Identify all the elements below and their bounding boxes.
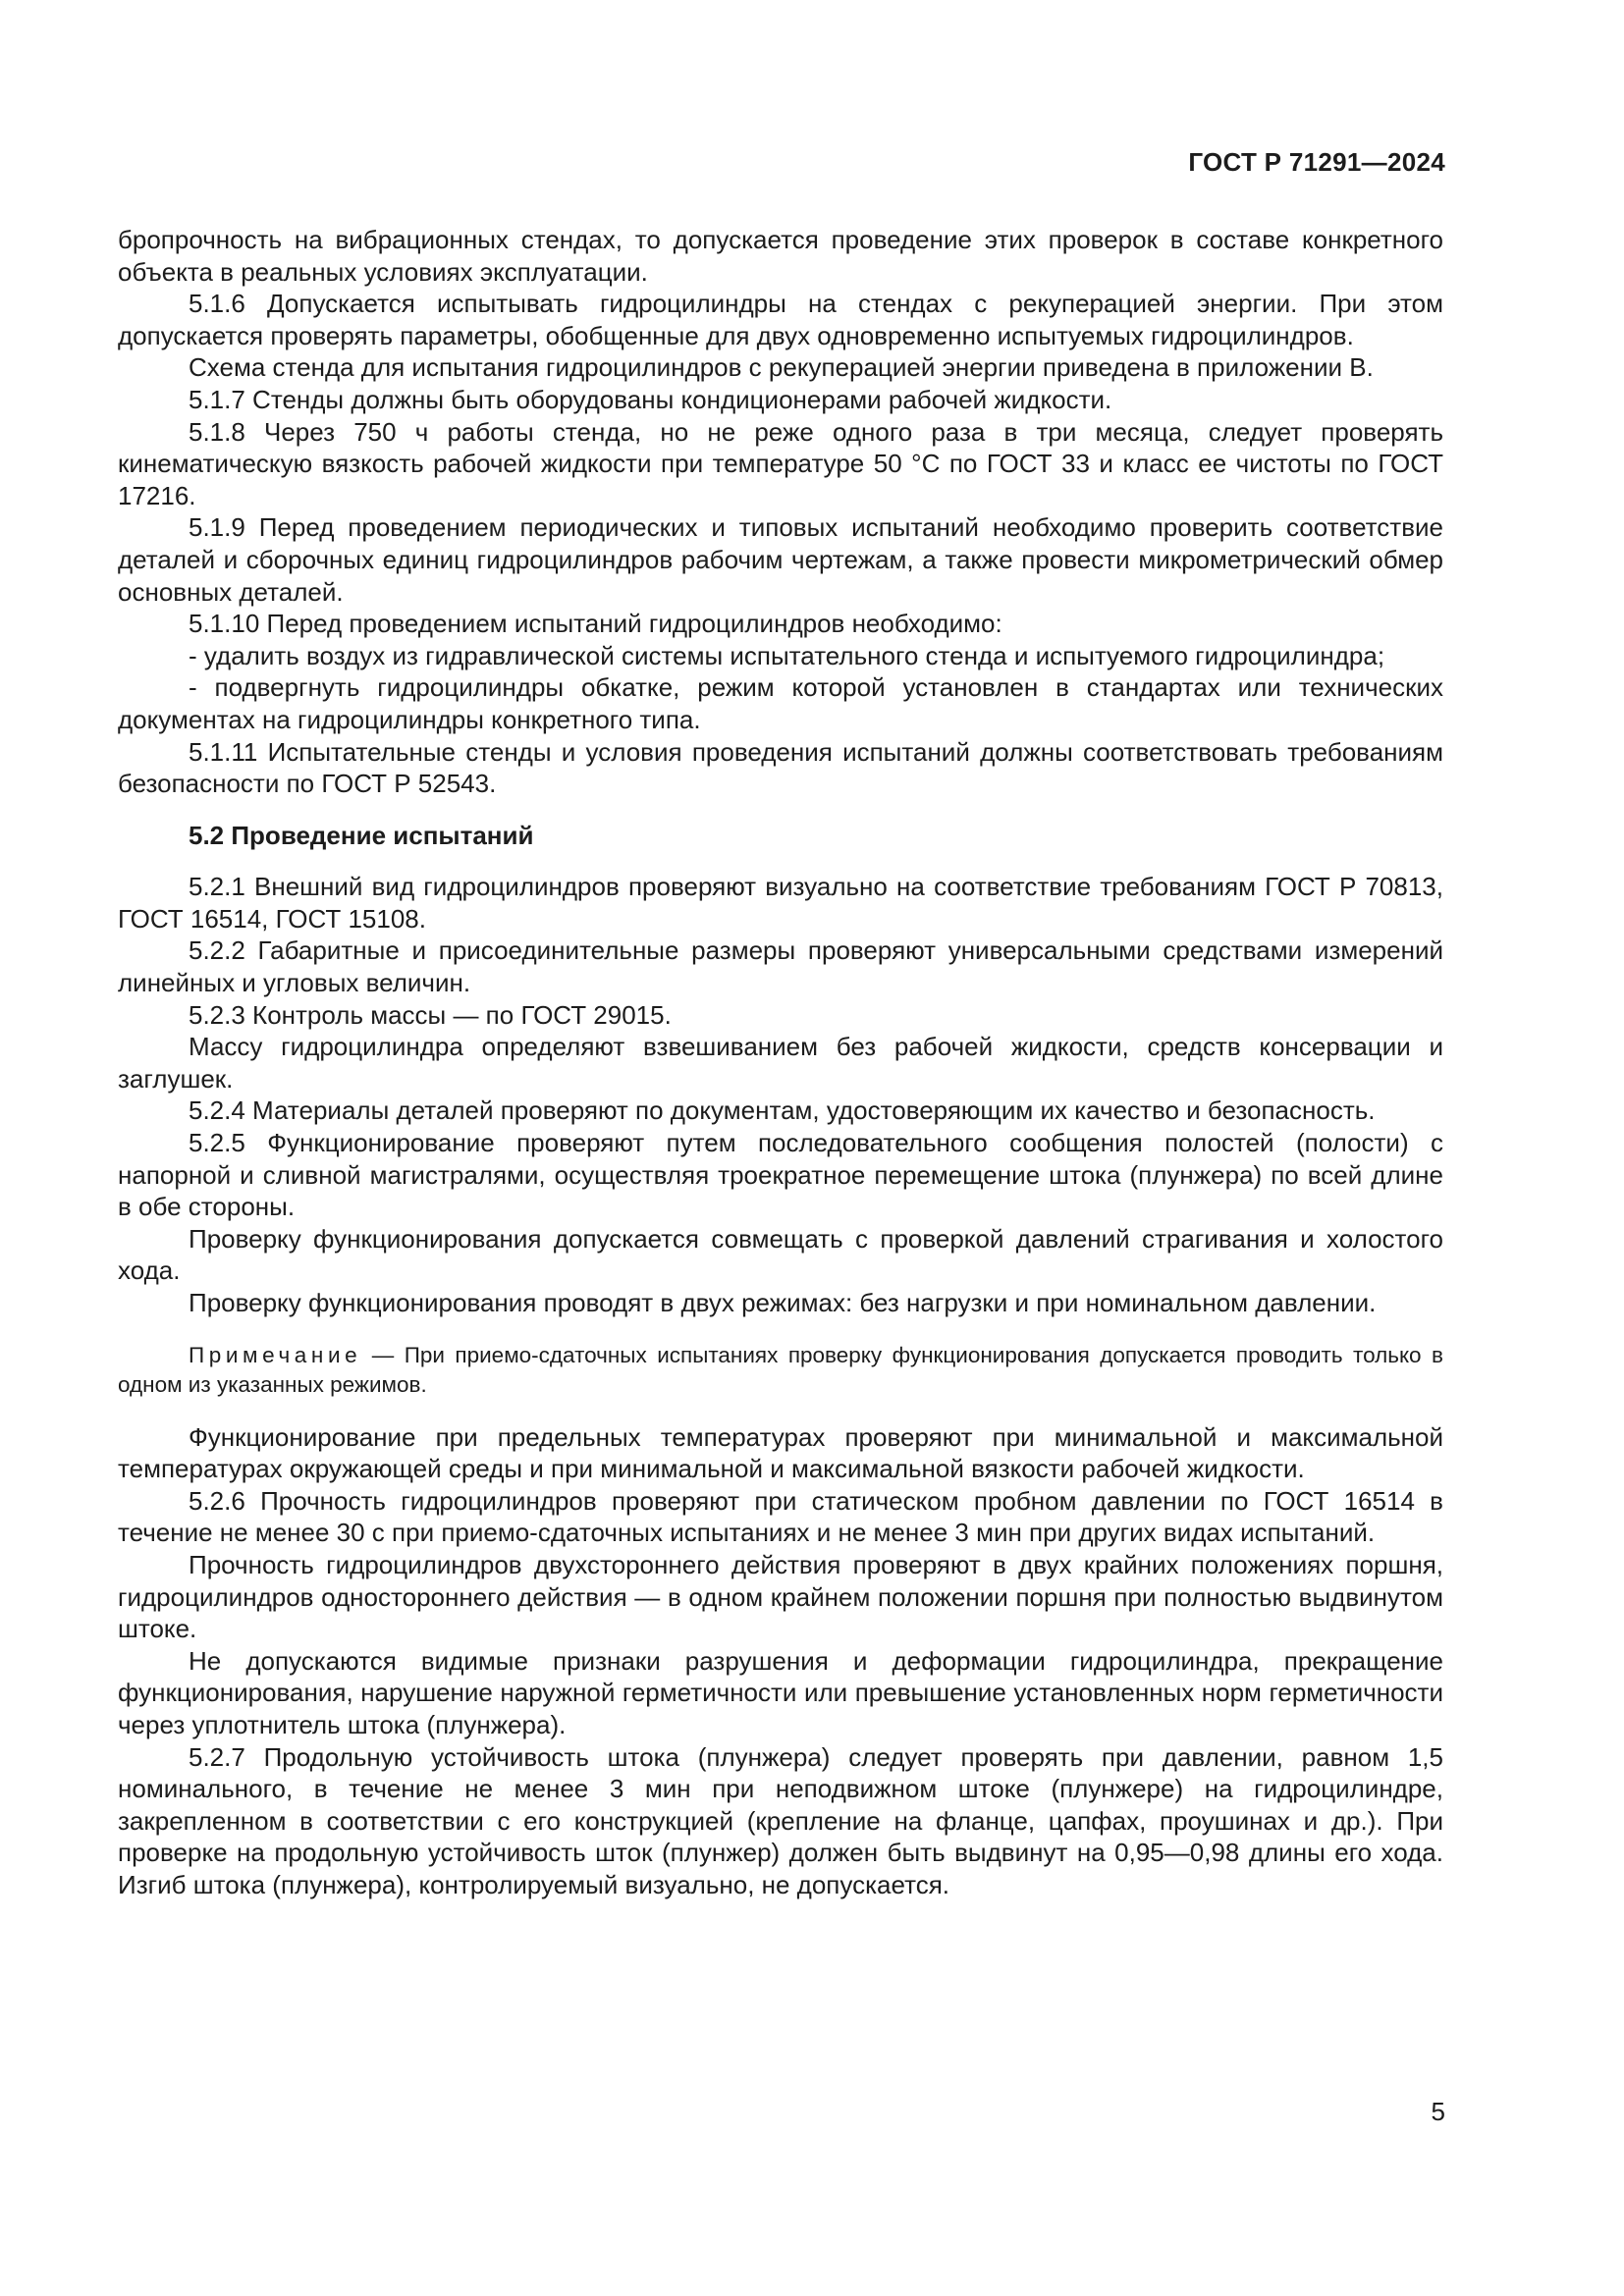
paragraph-5-2-7: 5.2.7 Продольную устойчивость штока (плунжера) следует проверять при давлении, равном 1,5 номинального, в течение не менее 3 мин при неподвижном штоке (плунжере) на гидроцилиндре, закрепленном в соответствии с его конструкцией (крепление на фланце, цапфах, проушинах и др.). При проверке на продольную устойчивость шток (плунжер) должен быть выдвинут на 0,95—0,98 длины его хода. Изгиб штока (плунжера), контролируемый визуально, не допускается.: [118, 1741, 1443, 1899]
paragraph-5-1-9: 5.1.9 Перед проведением периодических и типовых испытаний необходимо проверить соответствие деталей и сборочных единиц гидроцилиндров рабочим чертежам, а также провести микрометрический обмер основных деталей.: [118, 512, 1443, 607]
list-item: - удалить воздух из гидравлической системы испытательного стенда и испытуемого гидроцилиндра;: [189, 640, 1385, 670]
paragraph: Проверку функционирования допускается совмещать с проверкой давлений страгивания и холостого хода.: [118, 1223, 1443, 1286]
paragraph-5-1-10: 5.1.10 Перед проведением испытаний гидроцилиндров необходимо:: [189, 609, 1002, 639]
paragraph: Массу гидроцилиндра определяют взвешиванием без рабочей жидкости, средств консервации и заглушек.: [118, 1032, 1443, 1094]
section-heading: 5.2 Проведение испытаний: [189, 820, 534, 850]
list-item: - подвергнуть гидроцилиндры обкатке, режим которой установлен в стандартах или технических документах на гидроцилиндры конкретного типа.: [118, 672, 1443, 734]
paragraph: Прочность гидроцилиндров двухстороннего действия проверяют в двух крайних положениях поршня, гидроцилиндров одностороннего действия — в одном крайнем положении поршня при полностью выдвинутом штоке.: [118, 1549, 1443, 1644]
document-header: ГОСТ Р 71291—2024: [1188, 147, 1445, 177]
paragraph-5-1-11: 5.1.11 Испытательные стенды и условия проведения испытаний должны соответствовать требованиям безопасности по ГОСТ Р 52543.: [118, 736, 1443, 799]
note-text: — При приемо-сдаточных испытаниях проверку функционирования допускается проводить только в одном из указанных режимов.: [118, 1342, 1443, 1397]
paragraph-5-2-5: 5.2.5 Функционирование проверяют путем последовательного сообщения полостей (полости) с напорной и сливной магистралями, осуществляя троекратное перемещение штока (плунжера) по всей длине в обе стороны.: [118, 1128, 1443, 1222]
note-label: Примечание: [189, 1342, 362, 1367]
paragraph: бропрочность на вибрационных стендах, то допускается проведение этих проверок в составе конкретного объекта в реальных условиях эксплуатации.: [118, 225, 1443, 287]
paragraph: Проверку функционирования проводят в двух режимах: без нагрузки и при номинальном давлении.: [189, 1288, 1377, 1317]
paragraph-5-1-7: 5.1.7 Стенды должны быть оборудованы кондиционерами рабочей жидкости.: [189, 384, 1112, 414]
paragraph: Схема стенда для испытания гидроцилиндров с рекуперацией энергии приведена в приложении В.: [189, 352, 1374, 383]
paragraph-5-2-1: 5.2.1 Внешний вид гидроцилиндров проверяют визуально на соответствие требованиям ГОСТ Р 70813, ГОСТ 16514, ГОСТ 15108.: [118, 872, 1443, 934]
page-number: 5: [1431, 2097, 1445, 2126]
paragraph-5-2-3: 5.2.3 Контроль массы — по ГОСТ 29015.: [189, 999, 672, 1030]
paragraph: Функционирование при предельных температурах проверяют при минимальной и максимальной температурах окружающей среды и при минимальной и максимальной вязкости рабочей жидкости.: [118, 1421, 1443, 1484]
paragraph-5-2-4: 5.2.4 Материалы деталей проверяют по документам, удостоверяющим их качество и безопасность.: [189, 1095, 1376, 1126]
paragraph: Не допускаются видимые признаки разрушения и деформации гидроцилиндра, прекращение функционирования, нарушение наружной герметичности или превышение установленных норм герметичности через уплотнитель штока (плунжера).: [118, 1645, 1443, 1739]
note: [118, 1341, 1443, 1400]
paragraph-5-2-2: 5.2.2 Габаритные и присоединительные размеры проверяют универсальными средствами измерений линейных и угловых величин.: [118, 935, 1443, 998]
paragraph-5-1-6: 5.1.6 Допускается испытывать гидроцилиндры на стендах с рекуперацией энергии. При этом допускается проверять параметры, обобщенные для двух одновременно испытуемых гидроцилиндров.: [118, 289, 1443, 350]
document-body: [118, 224, 1443, 1901]
paragraph-5-1-8: 5.1.8 Через 750 ч работы стенда, но не реже одного раза в три месяца, следует проверять кинематическую вязкость рабочей жидкости при температуре 50 °С по ГОСТ 33 и класс ее чистоты по ГОСТ 17216.: [118, 416, 1443, 510]
paragraph-5-2-6: 5.2.6 Прочность гидроцилиндров проверяют при статическом пробном давлении по ГОСТ 16514 в течение не менее 30 с при приемо-сдаточных испытаниях и не менее 3 мин при других видах испытаний.: [118, 1485, 1443, 1548]
